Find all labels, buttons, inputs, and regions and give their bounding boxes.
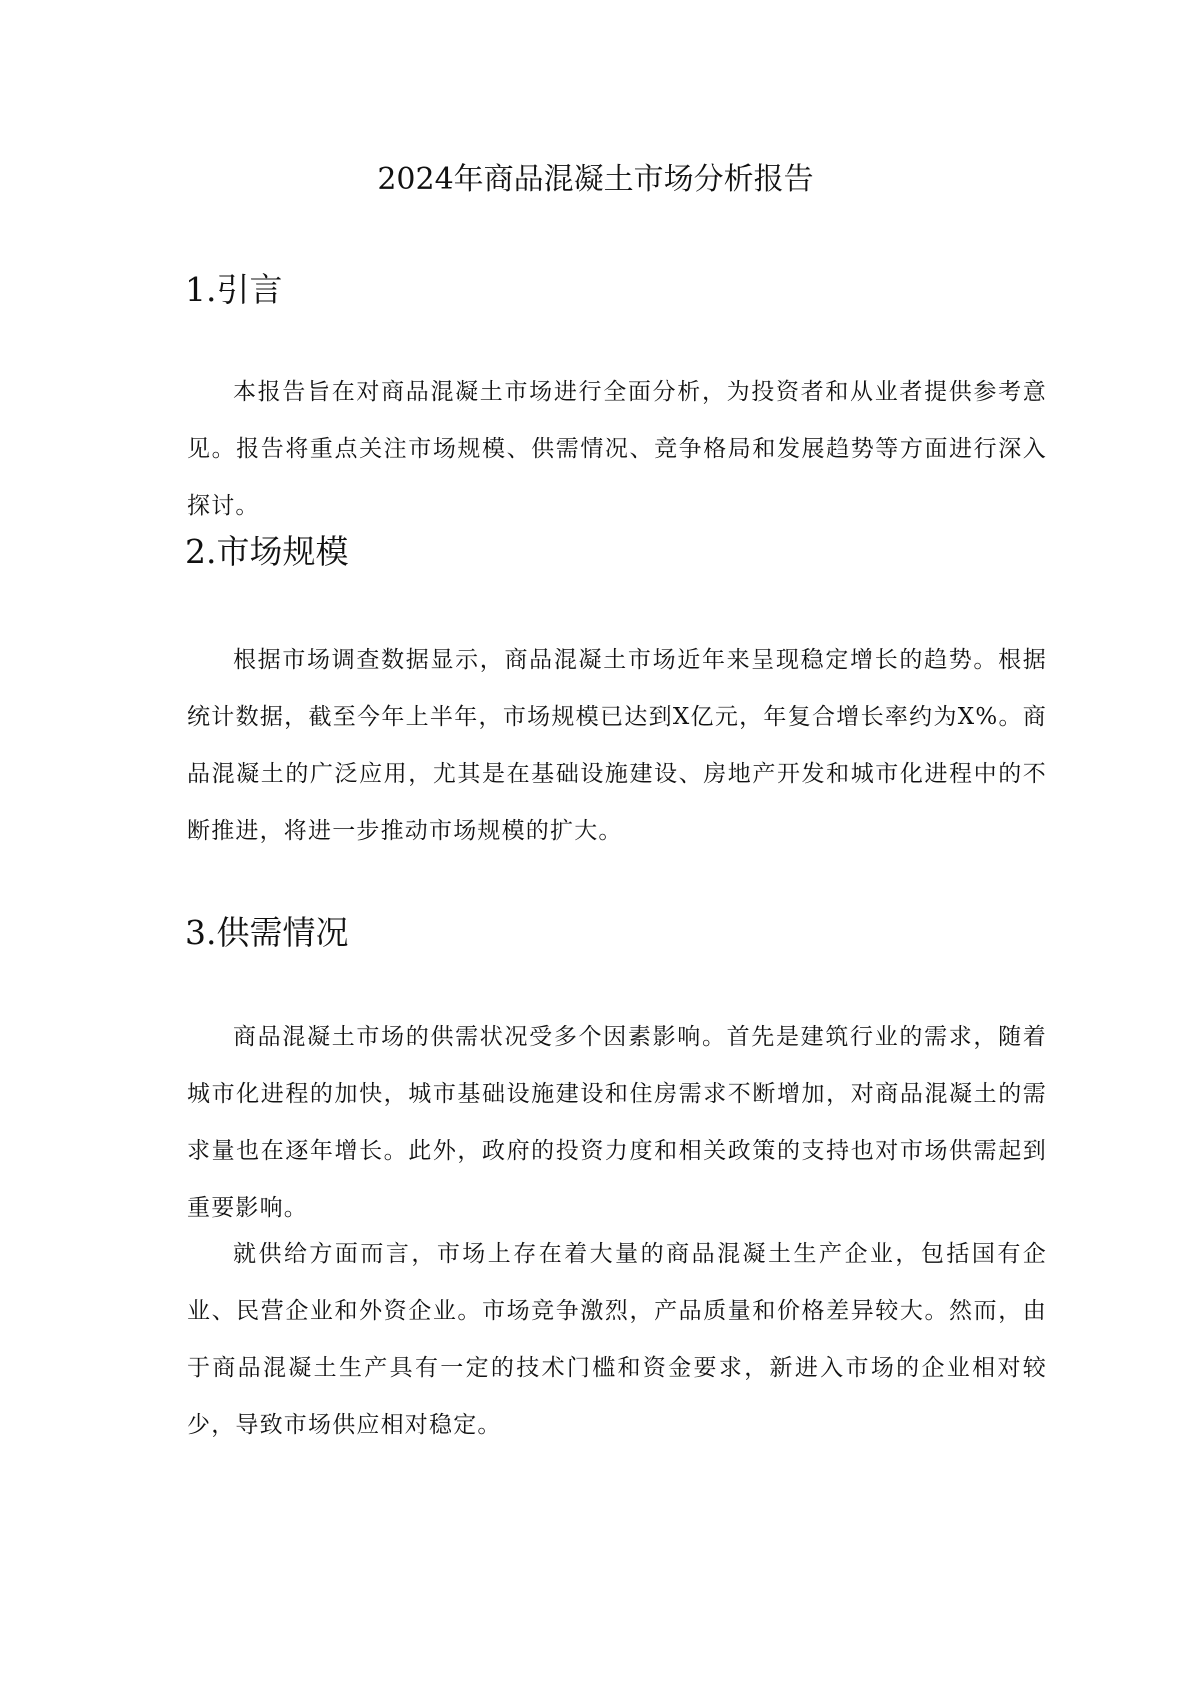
section-heading-supply-demand: 3.供需情况: [185, 913, 349, 952]
section-heading-introduction: 1.引言: [185, 270, 283, 309]
section-heading-market-size: 2.市场规模: [185, 532, 349, 571]
paragraph-demand: 商品混凝土市场的供需状况受多个因素影响。首先是建筑行业的需求，随着城市化进程的加快，城市基础设施建设和住房需求不断增加，对商品混凝土的需求量也在逐年增长。此外，政府的投资力度和相关政策的支持也对市场供需起到重要影响。: [187, 1024, 1047, 1221]
paragraph-supply: 就供给方面而言，市场上存在着大量的商品混凝土生产企业，包括国有企业、民营企业和外资企业。市场竞争激烈，产品质量和价格差异较大。然而，由于商品混凝土生产具有一定的技术门槛和资金要求，新进入市场的企业相对较少，导致市场供应相对稳定。: [187, 1241, 1047, 1438]
paragraph-market-size: 根据市场调查数据显示，商品混凝土市场近年来呈现稳定增长的趋势。根据统计数据，截至今年上半年，市场规模已达到X亿元，年复合增长率约为X%。商品混凝土的广泛应用，尤其是在基础设施建设、房地产开发和城市化进程中的不断推进，将进一步推动市场规模的扩大。: [187, 647, 1047, 844]
document-title: 2024年商品混凝土市场分析报告: [377, 162, 814, 197]
paragraph-introduction: 本报告旨在对商品混凝土市场进行全面分析，为投资者和从业者提供参考意见。报告将重点关注市场规模、供需情况、竞争格局和发展趋势等方面进行深入探讨。: [187, 379, 1047, 519]
